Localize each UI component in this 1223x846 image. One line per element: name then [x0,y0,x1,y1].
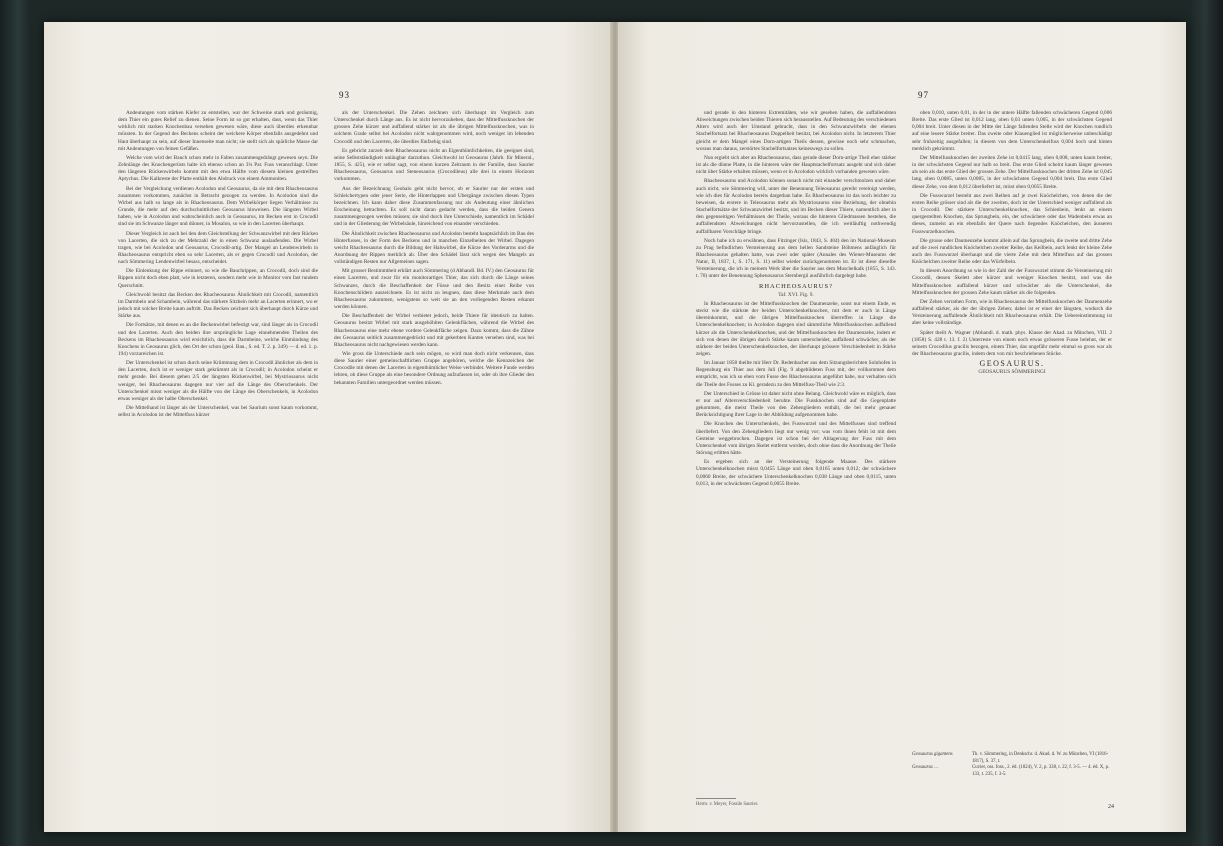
section-heading: GEOSAURUS. [979,359,1045,369]
text-column-1 [696,110,896,800]
synonymy-references [912,752,1112,778]
reference-citation: Cuvier, oss. foss., 2. éd. (1824), V. 2, p. 338, t. 22, f. 3-5. — 4. éd. X, p. 133, t. 235, f. 3-5. [972,765,1110,777]
paragraph: Es gebricht zurzeit dem Rhacheosaurus nicht an Eigenthümlichkeiten, die geeignet sind, seine Selbstständigkeit unläugbar darzuthun. Gleichwohl ist Geosaurus (Jahrb. für Mineral., 1855, S. 425), wie er selbst sagt, von einem kurzen Zeitraum in der Familie, dass Saurier Rhacheosaurus, Geosaurus und Steneosaurus (Crocodileus) alle drei in einem Horizont vorkommen. [334,147,534,183]
paragraph: Die Fusswurzel besteht aus zwei Reihen auf je zwei Knöchelchen, von denen die der ersten Reihe grösser sind als die der zweiten, doch ist der Unterschied weniger auffallend als in Crocodil. Der stärkere Unterschenkelknochen, das Schienbein, lenkt an einem quergestellten Knochen, das Sprungbein, ein, der schwächere oder das Wadenbein etwas an dieses, zumeist an ein ebenfalls der Quere nach liegendes Knöchelchen, den äusseren Fusswurzelknochen. [912,192,1112,235]
left-page [44,22,612,832]
plate-reference: Taf. XVI. Fig. 9. [778,291,814,298]
signature-line: Herm. v. Meyer, Fossile Saurier. [696,802,759,807]
paragraph: Die Knochen des Unterschenkels, des Fusswurzel und des Mittelfusses sind treffend überliefert. Von den Zehengliedern liegt nur wenig vor; was vom ihnen fehlt ist mit dem Gesteine weggebrochen. Dagegen ist schon bei der Ablagerung der Fuss mit dem Unterschenkel vom übrigen Skelet entfernt worden, doch ohne dass die Anordnung der Theile Störung erlitten hätte. [696,421,896,457]
paragraph: Andeutungen vom stärken Kiefer zu entstellen, war der Schweine stark und geräumig, dem Thier ein gutes Relief zu dienen. Seine Form ist so gut erhalten, dass, wenn das Thier wirklich mit starken Knochenbau versehen gewesen wäre, diese auch überdies erkennbar müssten. In der Gegend des Beckens scheint der weichere Körper ebenfalls ausgedehnt und Haut überhaupt zu sein, auf dieser Innenseite man nicht; sie stellt sich als spärliche Masse dar mit Andeutungen von feinen Gefäßen. [118,110,318,152]
paragraph: Es ergeben sich an der Versteinerung folgende Maasse. Des stärkere Unterschenkelknochen misst 0,0455 Länge und oben 0,0165 unten 0,012; der schwächere 0,0060 Breite, der schwächere Unterschenkelknochen 0,038 Länge und oben 0,0115, unten 0,013, in der schwächsten Gegend 0,0055 Breite. [696,459,896,487]
paragraph: Der Mittelfussknochen der zweiten Zehe ist 0,0415 lang, oben 0,008, unten kaum breiter, in der schwächsten Gegend nur halb so breit. Das erste Glied scheint kaum länger gewesen als sein als das erste Glied der grossen Zehe. Der Mittelfussknochen der dritten Zehe ist 0,045 lang, oben 0,0085, unten 0,0085, in der schwächsten Gegend 0,004 breit. Das erste Glied dieser Zehe, von dem 0,012 überliefert ist, misst oben 0,0055 Breite. [912,154,1112,190]
sheet-number: 24 [1108,804,1114,810]
reference-taxon: Geosaurus gigantens [912,752,953,757]
right-page [618,22,1186,832]
reference-taxon: Geosaurus … [912,765,939,770]
footnote-rule [696,798,736,799]
paragraph: Die grosse oder Daumenzehe kommt allein auf das Sprungbein, die zweite und dritte Zehe auf die zwei rundlichen Knöchelchen zweiter Reihe, das Keilbein, auch lenkt der kleine Zehe auch des Fusswurzel überhaupt und die vierte Zehe mit dem Mittelfuss auf das grossen Knöchelchen zweiter Reihe oder das Würfelbein. [912,237,1112,266]
page-number: 97 [918,90,929,100]
reference-citation: Th. v. Sömmering, in Denkschr. d. Akad. d. W. zu München, VI (1816-1817), S. 37, t. [972,752,1109,764]
paragraph: Rhacheosaurus und Acolodon können sonach nicht mit einander verschmolzen und daher auch nicht, wie Sömmering will, unter der Benennung Teleosaurus gereiht vereinigt werden, wie ich dies für Acolodon bereits dargethan habe. Es Rhacheosaurus ist das noch leichter zu beweisen, da erstere in Teleosaurus mehr als Mystriosaurus eine Beziehung, der ohnehin Stachelfortsätze der Schwanzwirbel besitzt, und im Becken dieser Thiere, namentlich aber in den gegenseitigen Verhältnissen der Theile, woraus die hinteren Gliedmassen bestehen, die auffallendsten Abweichungen nicht hervorzustellen, die ich weitläuftig nothwendig auffallbaren Vorschläge bringe. [696,178,896,235]
paragraph: Der Unterschied in Grösse ist daher nicht ohne Belang. Gleichwohl wäre es möglich, dass er nur auf Altersverschiedenheit beruhte. Die Fussknochen sind auf die Gegenplatte gekommen, die meist Theile von den Zehengliedern enthält, die bei mehr genauer Berücksichtigung ihrer Lage in der Abbildung aufgenommen habe. [696,390,896,419]
paragraph: Aus der Bezeichnung Geohalo geht nicht hervor, ob er Saurier nur der ersten und Schleichertypen oder jener Serie, die Hinterlappen und Ubergänge zwischen diesen Typen bezeichnen. Ich kann daher diese Zusammenfassung nur als Andeutung einer ähnlichen Erscheinung betrachten. Es soll nicht daran gedacht werden, dass die beiden Genera zusammengezogen werden müssen; sie sind durch ihre Unterschiede, namentlich im Schädel und in der Gliederung der Wirbelsäule, hinreichend von einander verschieden. [334,185,534,228]
paragraph: Der Zehen verrathen Form, wie in Rhacheosaurus der Mittelfussknochen der Daumenzehe auffallend stärker, als der der übrigen Zehen; dabei ist er einer der längsten, wodurch die Versteinerung auffallende Ähnlichkeit mit Rhacheosaurus erhält. Die Uebereinstimmung ist aber keine vollständige. [912,298,1112,327]
section-heading: RHACHEOSAURUS? [759,282,833,290]
paragraph: In diesem Anordnung so wie in der Zahl der der Fusswurzel stimmt die Versteinerung mit Crocodil, dessen Skelett aber kürzer und weniger Knochen besitzt, und was die Mittelfussknochen auffallend kürzer und schwächer als die Unterschenkel, die Mittelfussknochen der grossen Zehe kaum stärker als die folgenden. [912,268,1112,296]
paragraph: oben 0,010, unten 0,01, in der in der untere Hälfte fallenden schwächeren Gegend 0,006 Breite. Das erste Glied ist 0,012 lang, oben 0,03 unten 0,005, in der schwächsten Gegend 0,004 breit. Unter diesen in der Mitte der Länge fallenden Stelle wird der Knochen rundlich auf eine leuere Stärke breiter. Das zweite oder Klauenglied ist möglicherweise unbeschädigt sehr fruhzeitig ausgefallen; in diesem von dem Unterschenkelfuss 0,004 hoch und hinten merklich gekrümmt. [912,110,1112,152]
paragraph: Die Beschaffenheit der Wirbel verbietet jedoch, beide Thiere für identisch zu halten. Geosaurus besitzt Wirbel mit stark ausgehöhlten Gelenkflächen, während die Wirbel des Rhacheosaurus eine mehr ebene vordere Gelenkfläche zeigen. Dazu kommt, dass die Zähne des Geosaurus seitlich zusammengedrückt und mit gekerbten Kanten versehen sind, was bei Rhacheosaurus nicht nachgewiesen werden kann. [334,313,534,348]
page-number: 93 [339,90,350,100]
paragraph: Die Mittelhand ist länger als der Unterschenkel, was bei Saurium sonst kaum vorkommt, selbst in Acolodon ist der Mittelfuss kürzer [118,405,318,419]
reference-entry [912,752,1112,765]
paragraph: Später theilt A. Wagner (Abhandl. d. math. phys. Klasse der Akad. zu München, VIII. 2 (1858) S. 428 t. 13. f. 2) Unterreste von einem noch etwas grösseren Fusse belehnt, der er seinem Crocodilus gracilis bezogen, einem Thier, das ungefähr mehr einmal so gross war als der Rhacheosaurus gracilis, indem dem von mir beschriebenen Stücke. [912,329,1112,357]
species-heading: GEOSAURUS SÖMMERINGI [978,369,1046,376]
text-column-1 [118,110,318,800]
text-column-2 [334,110,534,800]
paragraph: als der Unterschenkel. Die Zehen zeichnen sich überhaupt im Vergleich zum Unterschenkel durch Länge aus. Es ist nicht hervorzuheben, dass der Mittelfussknochen der grossen Zehe kürzer und auffallend stärker ist als die übrigen Mittelfussknochen, was in solchem Grade selbst bei Acolodon nicht wahrgenommen wird, noch weniger im lebenden Crocodil und den Lacerten, die überdies fünfzehig sind. [334,110,534,145]
paragraph: Bei der Vergleichung verdienen Acolodon und Geosaurus, da sie mit dem Rhacheosaurus zusammen vorkommen, zunächst in Betracht gezogen zu werden. In Acolodon sind die Wirbel aus halb so lange als in Rhacheosaurus. Dem Wirbelkörper liegen Verhältnisse zu Grunde, die mehr auf den durchschnittlichen Geosaurus hinweisen. Die längsten Wirbel haben, wie in Acolodon und wahrscheinlich auch in Geosaurus, im Becken erst in Crocodil sind sie im Schwanze länger und dünner, in Mosalon, so wie in den Lacerten überhaupt. [118,185,318,228]
reference-entry [912,765,1112,778]
paragraph: Die Ähnlichkeit zwischen Rhacheosaurus und Acolodon besteht hauptsächlich im Bau des Hinterfusses, in der Form des Beckens und in manchen Einzelheiten der Wirbel. Dagegen weicht Rhacheosaurus durch die Bildung der Halswirbel, die Kürze des Vorderarms und die Anordnung der Rippen merklich ab. Über den Schädel lässt sich wegen des Mangels an vollständigen Resten nur Allgemeines sagen. [334,230,534,266]
paragraph: Mit grosser Bestimmtheit erklärt auch Sömmering (d Abhandl. Bd. IV.) den Geosaurus für einen Lacerten, und zwar für ein monitorartiges Thier, das sich durch die Länge seines Schwanzes, durch die Beschaffenheit der Füsse und den Besitz einer Reihe von Knochenschildern auszeichnete. Es ist nicht zu leugnen, dass diese Merkmale auch dem Rhacheosaurus zukommen, wenigstens so weit sie an den vorliegenden Resten erkannt werden können. [334,268,534,311]
paragraph: Die Fortsätze, mit denen es an die Beckenwirbel befestigt war, sind länger als in Crocodil und den Lacerten. Auch den beiden ihre ursprüngliche Lage einnehmenden Theilen des Beckens im Rhacheosaurus wird ersichtlich, dass die Darmbeine, welche Einmündung des Knochens in Geosaurus glich, den Ort der schon (geol. Bau., S. ed. T. 2. p. 349) — d. ed. 1. p. 194) vorzureichen ist. [118,322,318,357]
paragraph: Nun ergiebt sich aber an Rhacheosaurus, dass gerade dieser Dorn-artige Theil eher stärker ist als die dünne Platte, in die hinteren wäre der Hauptstachelfortsatz ausgeht und sich daher nicht über Stärke erhalten müssen, wenn er in Acolodon wirklich vorhanden gewesen wäre. [696,154,896,176]
paragraph: Dieser Vergleich ist auch bei den dem Gleichstellung der Schwanzwirbel mit dem Rücken von Lacerten, die sich zu der Mehrzahl der in einen Schwanz auslaufenden. Die Wirbel tragen, wie bei Acolodon und Geosaurus, Crocodil-artig. Der Mangel an Lendenwirbeln in Rhacheosaurus entspricht eben so sehr Lacerten, als er gegen Crocodil und Acolodon, der nach Sömmering Lendenwirbel besass, entscheidet. [118,230,318,266]
paragraph: und gerade in den hinteren Extremitäten, wie wir gesehen haben, die auffallendsten Abweichungen zwischen beiden Thieren sich herausstellen. Auf Bedeutung des verschiedenen Alters wird auch der Umstand gebracht, dass in den Schwanzwirbeln der ebenen Stachelfortsatz bei Rhacheosaurus Doppelheit besitzt, bei Acolodon nicht. In letzterem Thier gleicht er dem Mangel eines Dorn-artigen Theils dessen, gewisse noch sehr schmachen, woraus man daraus, zerstörtes Stachelfortsatzes keineswegs zu sollen. [696,110,896,152]
text-column-2 [912,110,1112,680]
paragraph: Noch habe ich zu erwähnen, dass Fitzinger (Isis, 1843, S. 404) den im National-Museum zu Prag befindlichen Versteinerung aus dem hellen Sandsteine Böhmens anfänglich für Rhacheosaurus gehalten hatte, was zwei oder später (Annales des Wiener-Museums der Natur, II, 1837, 1, S. 171, S. 11) selbst wieder zurückgenommen ist. Er ist diese dieselbe Versteinerung, die ich in meinem Werk über die Saurier aus dem Muschelkalk (1855, S. 143. t. 70) unter der Benennung Sphenosaurus Sternbergii ausführlich dargelegt habe. [696,237,896,280]
paragraph: Gleichwohl besitzt das Becken des Rhacheosaurus Ähnlichkeit mit Crocodil, namentlich im Darmbein und Schambein, während das stärkere Sitzbein mehr an Lacerten erinnert, wo er jedoch mit solcher Breite kaum auftritt. Das Becken zeichnet sich überhaupt durch Kürze und Stärke aus. [118,291,318,320]
paragraph: Die Einlenkung der Rippe erinnert, so wie die Bauchrippen, an Crocodil, doch sind die Rippen nicht doch eben platt, wie in letzteren, sondern mehr wie in Monitor vom fast rundem Querschnitt. [118,268,318,289]
paragraph: Im Januar 1858 theilte mir Herr Dr. Redenbacher aus dem Sitzungsberichten Solnhofen in Regensburg ein Thier aus dem Juli (Fig. 9 abgebildeten Fuss mit, der vollkommen dem entspricht, was ich so eben vom Fusse des Rhacheosaurus angeführt habe, nur verhalten sich die Theile des Fusses zu Kl. geradezu zu den Mittelfuss-Theil wie 2:3. [696,360,896,388]
book-spread [44,22,1186,832]
paragraph: Wie gross die Unterschiede auch sein mögen, so wird man doch nicht verkennen, dass diese Saurier einer gemeinschaftlichen Gruppe angehören, welche die Kennzeichen der Crocodile mit denen der Lacerten in eigenthümlicher Weise verbindet. Weitere Funde werden lehren, ob diese Gruppe als eine besondere Ordnung aufzufassen ist, oder ob ihre Glieder den bekannten Familien untergeordnet werden müssen. [334,351,534,386]
paragraph: In Rhacheosaurus ist der Mittelfussknochen der Daumenzehe, sonst nur einem Ende, es steckt wie die stärkste der beiden Unterschenkelknochen, mit dem er auch in Länge übereinkommt, und die übrigen Mittelfussknochen überreffen in Länge die Unterschenkelknochen; in Acolodon dagegen sind sämmtliche Mittelfussknochen auffallend kürzer als die Unterschenkelknochen, und der Mittelfussknochen der Daumenzehe, indem er sich von denen der übrigen durch Stärke kaum unterscheidet, auffallend schwächer, als der stärkere der beiden Unterschenkelknochen, der überhaupt grössere Verschiedenheit in Stärke zeigen. [696,300,896,357]
paragraph: Der Unterschenkel ist schon durch seine Krümmung dem in Crocodil ähnlicher als dem in den Lacerten, doch ist er weniger stark gekrümmt als in Crocodil; in Acolodon scheint er mehr gerade. Bei diesem gehen 2/5 der längsten Rückenwirbel, bei Mystriosaurus nicht weniger, bei Rhacheosaurus dagegen nur vier auf die Länge des Oberschenkels. Der Unterschenkel misst weniger als die Hälfte von der Länge des Oberschenkels, in Acolodon etwas weniger als der halbe Oberschenkel. [118,360,318,402]
paragraph: Welche vom wird der Bauch schon mehr in Falten zusammengedrängt gewesen seyn. Die Zehnlänge des Knochengerüsts halte ich ebenso schon an 3¼ Par. Fuss veranschlagt. Unter den längeren Rückenwirbeln kommt mit den etwa Hälfte vom diesem kleinen gestreiften Aptychus. Die Kalkreste der Platte enthält den Abdruck von einem Ammoniten. [118,154,318,183]
